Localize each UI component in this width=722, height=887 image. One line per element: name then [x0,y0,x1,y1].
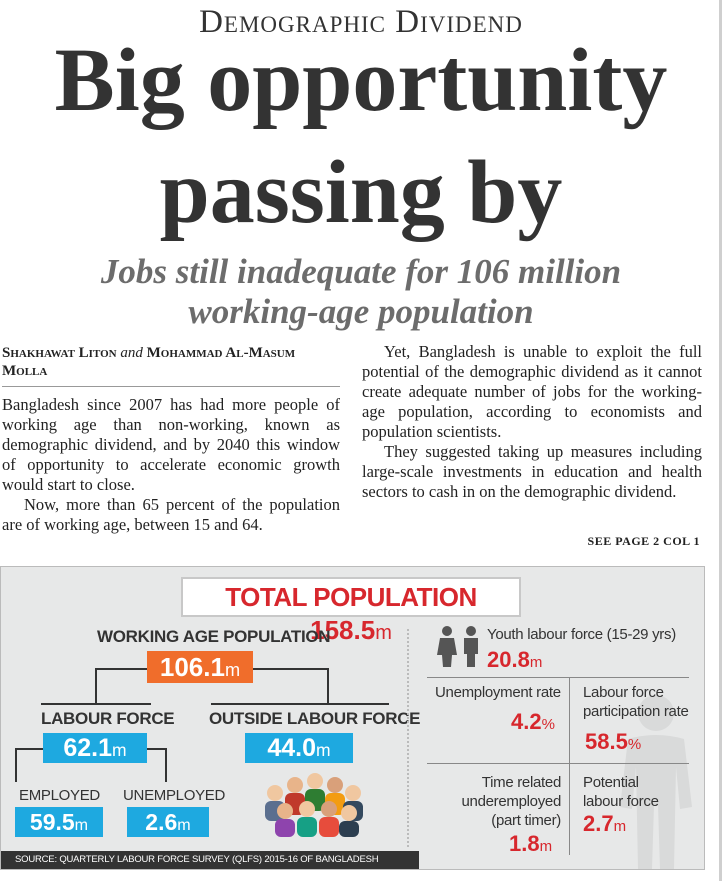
outside-labour-force-value-box [245,733,353,763]
tree-connector [15,748,43,750]
youth-labour-label: Youth labour force (15-29 yrs) [487,626,676,643]
underemployed-label-line-1: Time related [481,774,561,791]
outside-labour-force-value: 44.0 [267,734,317,762]
unemployment-rate-number: 4.2 [511,709,542,734]
potential-label [583,773,659,811]
article-paragraph: Bangladesh since 2007 has had more people of working age than non-working, known as demographic dividend, and by 2040 this window of opportunity to accelerate economic growth would start to close. [2,395,340,494]
labour-force-value-box [43,733,147,763]
unit-label: m [613,818,627,835]
underemployed-number: 1.8 [509,831,540,856]
employed-value-box [15,807,103,837]
continued-link[interactable]: SEE PAGE 2 COL 1 [587,534,700,548]
article-column-left [2,344,340,535]
lfpr-number: 58.5 [585,729,628,754]
tree-connector [327,668,329,704]
source-note: SOURCE: QUARTERLY LABOUR FORCE SURVEY (QLFS) 2015-16 OF BANGLADESH BUREAU OF STATISTICS [1,851,419,869]
underemployed-label-line-2: underemployed [461,793,561,810]
underemployed-value [509,831,552,857]
article-column-right [362,342,702,502]
unemployed-label: UNEMPLOYED [123,787,226,804]
lfpr-label [583,683,689,721]
unit-label: m [375,622,392,644]
total-population-value: 158.5 [310,615,376,645]
working-age-value: 106.1 [159,652,225,682]
unemployment-rate-value [511,709,555,735]
tree-connector [15,748,17,782]
outside-labour-force-label: OUTSIDE LABOUR FORCE [209,709,421,728]
subheadline [0,252,722,332]
unemployed-value: 2.6 [145,809,178,835]
panel-divider [407,629,409,847]
lfpr-label-line-1: Labour force [583,684,664,701]
tree-connector [165,748,167,782]
unit-label: m [112,740,127,760]
kicker: Demographic Dividend [199,4,523,40]
potential-label-line-1: Potential [583,774,639,791]
tree-connector [95,668,97,704]
byline-conjunction: and [120,345,143,361]
total-population-label: TOTAL POPULATION [225,582,477,612]
author-1: Shakhawat Liton [2,345,117,361]
working-age-label: WORKING AGE POPULATION [97,627,331,646]
unemployment-rate-label: Unemployment rate [435,684,561,701]
percent-sign: % [627,736,642,753]
labour-force-value: 62.1 [63,734,113,762]
lfpr-value [585,729,641,755]
employed-label: EMPLOYED [19,787,100,804]
unit-label: m [529,654,543,671]
employed-value: 59.5 [29,809,75,835]
labour-force-label: LABOUR FORCE [41,709,175,728]
author-2: Mohammad Al-Masum Molla [2,345,296,379]
tree-connector [211,703,389,705]
underemployed-label-line-3: (part timer) [491,812,561,829]
unit-label: m [74,816,89,834]
potential-value [583,811,626,837]
infographic-panel [0,566,705,883]
youth-labour-value [487,647,542,673]
tree-connector [97,668,147,670]
potential-number: 2.7 [583,811,614,836]
tree-connector [253,668,329,670]
potential-label-line-2: labour force [583,793,659,810]
unit-label: m [539,838,553,855]
article-paragraph: Yet, Bangladesh is unable to exploit the full potential of the demographic dividend as it cannot create adequate number of jobs for the working-age population, according to economists and population scientists. [362,342,702,441]
working-age-value-box [147,651,253,683]
crowd-icon [257,763,369,837]
unit-label: m [316,740,331,760]
youth-value-number: 20.8 [487,647,530,672]
unit-label: m [224,660,241,680]
unit-label: m [177,816,191,834]
subheadline-line-2: working-age population [188,292,534,331]
article-paragraph: Now, more than 65 percent of the population are of working age, between 15 and 64. [2,495,340,534]
tree-connector [41,703,151,705]
lfpr-label-line-2: participation rate [583,703,689,720]
headline-line-2: passing by [159,143,563,242]
byline [2,344,340,387]
underemployed-label [457,773,561,830]
youth-couple-icon [433,625,485,667]
tree-connector [147,748,167,750]
unemployed-value-box [127,807,209,837]
percent-sign: % [541,716,555,733]
subheadline-line-1: Jobs still inadequate for 106 million [100,252,622,291]
headline-line-1: Big opportunity [54,31,668,130]
stats-divider [427,763,689,764]
stats-divider [569,677,570,855]
stats-divider [427,677,689,678]
article-paragraph: They suggested taking up measures including large-scale investments in education and health sectors to cash in on the demographic dividend. [362,442,702,501]
